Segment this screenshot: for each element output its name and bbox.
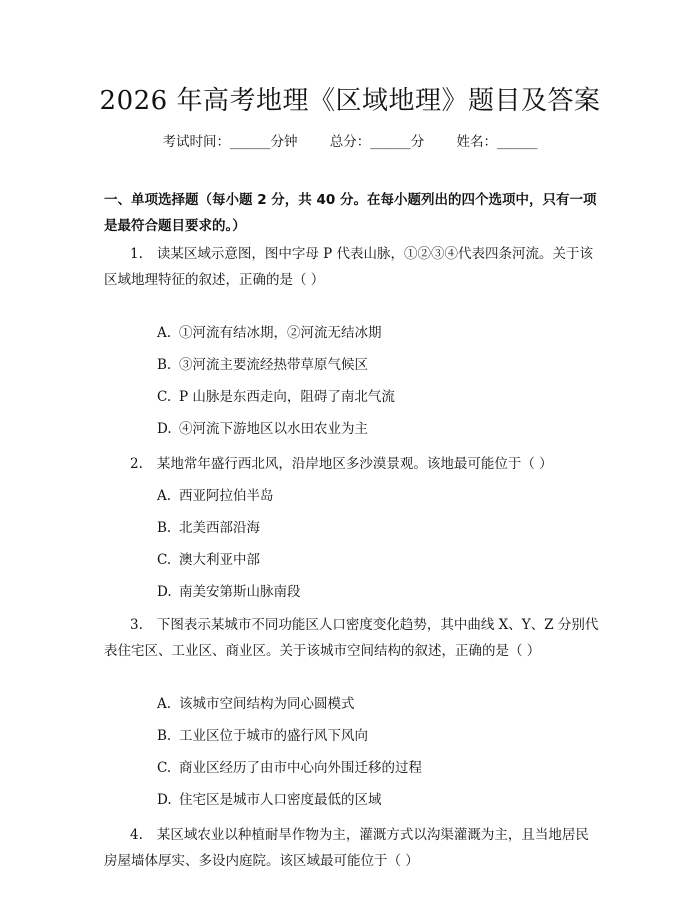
exam-meta xyxy=(0,130,700,150)
option-letter: C. xyxy=(157,760,172,776)
option-letter: A. xyxy=(157,488,172,504)
option-letter: C. xyxy=(157,552,172,568)
option-2d xyxy=(157,579,301,605)
question-text: 下图表示某城市不同功能区人口密度变化趋势，其中曲线 X、Y、Z 分别代表住宅区、工业区、商业区。关于该城市空间结构的叙述，正确的是（ ） xyxy=(104,617,599,659)
option-text: 北美西部沿海 xyxy=(179,520,260,536)
section-heading: 一、单项选择题（每小题 2 分，共 40 分。在每小题列出的四个选项中，只有一项是最符合题目要求的。） xyxy=(104,192,597,234)
option-letter: B. xyxy=(157,520,172,536)
question-text: 读某区域示意图，图中字母 P 代表山脉，①②③④代表四条河流。关于该区域地理特征的叙述，正确的是（ ） xyxy=(104,246,594,288)
question-text: 某区域农业以种植耐旱作物为主，灌溉方式以沟渠灌溉为主，且当地居民房屋墙体厚实、多设内庭院。该区域最可能位于（ ） xyxy=(104,827,589,869)
option-text: P 山脉是东西走向，阻碍了南北气流 xyxy=(179,389,395,405)
question-1 xyxy=(104,241,600,293)
question-2 xyxy=(104,451,600,477)
student-name-field: 姓名：______ xyxy=(456,134,538,150)
option-text: ④河流下游地区以水田农业为主 xyxy=(179,421,368,437)
option-letter: D. xyxy=(157,792,172,808)
question-number: 4. xyxy=(130,827,143,843)
option-2c xyxy=(157,547,260,573)
option-letter: D. xyxy=(157,421,172,437)
question-text: 某地常年盛行西北风，沿岸地区多沙漠景观。该地最可能位于（ ） xyxy=(156,456,553,472)
question-number: 2. xyxy=(130,456,143,472)
option-3d xyxy=(157,787,382,813)
question-number: 1. xyxy=(130,246,143,262)
option-3a xyxy=(157,691,355,717)
option-1d xyxy=(157,416,368,442)
option-text: 西亚阿拉伯半岛 xyxy=(179,488,274,504)
question-3 xyxy=(104,612,600,664)
option-text: 该城市空间结构为同心圆模式 xyxy=(179,696,355,712)
total-score-field: 总分：______分 xyxy=(329,134,425,150)
option-2a xyxy=(157,483,274,509)
option-2b xyxy=(157,515,260,541)
option-1c xyxy=(157,384,395,410)
question-number: 3. xyxy=(130,617,143,633)
option-text: 商业区经历了由市中心向外围迁移的过程 xyxy=(179,760,422,776)
option-3c xyxy=(157,755,422,781)
page-title: 2026 年高考地理《区域地理》题目及答案 xyxy=(99,86,601,116)
question-4 xyxy=(104,822,600,874)
option-text: 南美安第斯山脉南段 xyxy=(179,584,301,600)
option-letter: C. xyxy=(157,389,172,405)
option-text: 工业区位于城市的盛行风下风向 xyxy=(179,728,368,744)
option-text: ③河流主要流经热带草原气候区 xyxy=(179,357,368,373)
option-3b xyxy=(157,723,368,749)
option-letter: B. xyxy=(157,728,172,744)
option-letter: D. xyxy=(157,584,172,600)
option-1b xyxy=(157,352,368,378)
option-1a xyxy=(157,320,382,346)
option-letter: A. xyxy=(157,325,172,341)
option-text: ①河流有结冰期，②河流无结冰期 xyxy=(179,325,382,341)
option-letter: B. xyxy=(157,357,172,373)
option-text: 澳大利亚中部 xyxy=(179,552,260,568)
exam-time-field: 考试时间：______分钟 xyxy=(162,134,298,150)
option-letter: A. xyxy=(157,696,172,712)
option-text: 住宅区是城市人口密度最低的区域 xyxy=(179,792,382,808)
